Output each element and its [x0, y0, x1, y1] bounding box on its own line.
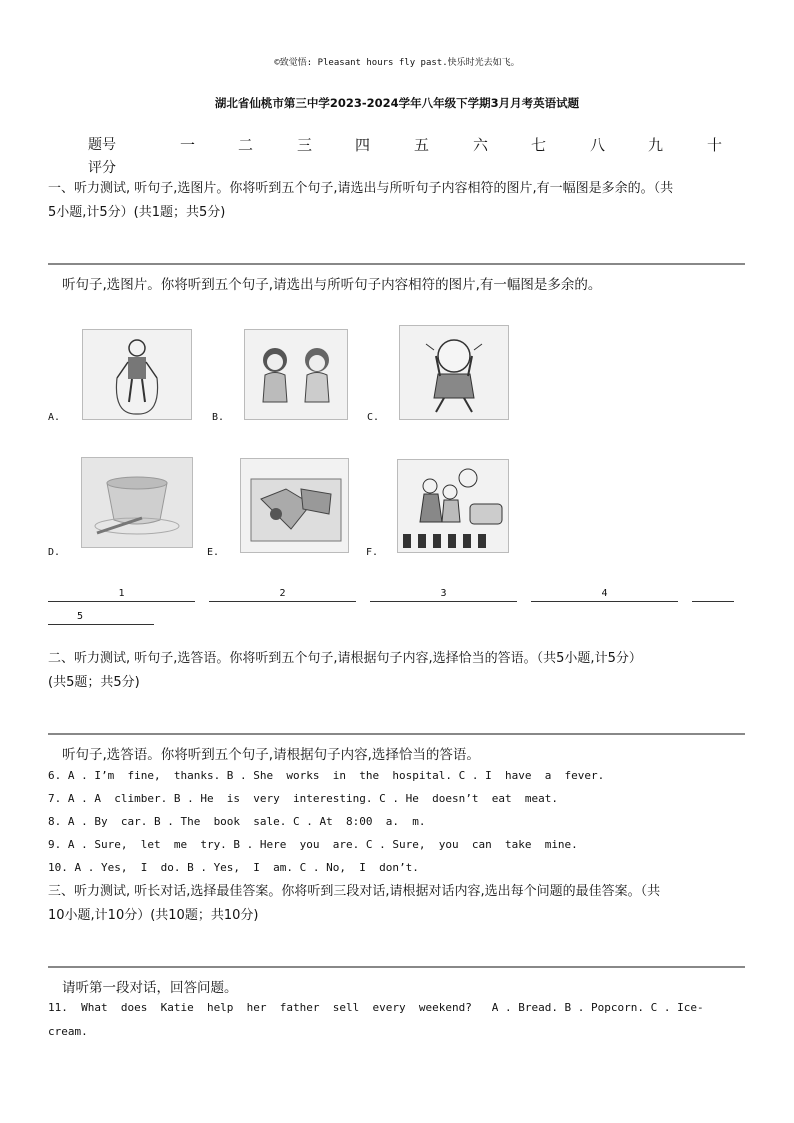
divider — [48, 263, 745, 265]
cup-of-tea-image — [81, 457, 193, 548]
section2-heading-line2: (共5题；共5分) — [48, 675, 140, 690]
question-8: 8. A . By car. B . The book sale. C . At 8:00 a. m. — [48, 815, 426, 828]
answer-blank-5-start[interactable] — [692, 601, 734, 602]
jump-rope-boy-image — [82, 329, 192, 420]
page-title: 湖北省仙桃市第三中学2023-2024学年八年级下学期3月月考英语试题 — [214, 96, 580, 110]
section3-heading-line2: 10小题,计10分）(共10题；共10分) — [48, 908, 259, 923]
question-9: 9. A . Sure, let me try. B . Here you are. C . Sure, you can take mine. — [48, 838, 578, 851]
score-col-10: 十 — [707, 136, 723, 154]
answer-number-4: 4 — [601, 588, 608, 599]
two-girls-talking-image — [244, 329, 348, 420]
section1-heading-line1: 一、听力测试, 听句子,选图片。你将听到五个句子,请选出与所听句子内容相符的图片,有一幅图是多余的。（共 — [48, 181, 674, 196]
section3-heading-line1: 三、听力测试, 听长对话,选择最佳答案。你将听到三段对话,请根据对话内容,选出每个问题的最佳答案。（共 — [48, 884, 661, 899]
question-10: 10. A . Yes, I do. B . Yes, I am. C . No, I don’t. — [48, 861, 419, 874]
section3-instruction: 请听第一段对话，回答问题。 — [62, 980, 238, 996]
picture-letter-e: E. — [207, 547, 220, 558]
score-row-label: 题号 — [88, 137, 116, 153]
answer-blank-1[interactable] — [48, 601, 195, 602]
score-col-6: 六 — [473, 136, 489, 154]
question-11: 11. What does Katie help her father sell every weekend? A . Bread. B . Popcorn. C . Ice- — [48, 1001, 704, 1014]
section2-heading-line1: 二、听力测试, 听句子,选答语。你将听到五个句子,请根据句子内容,选择恰当的答语。（共5小题,计5分） — [48, 651, 642, 666]
answer-blank-5[interactable] — [48, 624, 154, 625]
man-headache-image — [399, 325, 509, 420]
divider — [48, 966, 745, 968]
picture-letter-f: F. — [366, 547, 379, 558]
answer-blank-4[interactable] — [531, 601, 678, 602]
section1-heading — [48, 177, 748, 225]
section1-heading-line2: 5小题,计5分）(共1题；共5分) — [48, 205, 226, 220]
score-col-9: 九 — [648, 136, 664, 154]
helping-old-man-cross-image — [397, 459, 509, 553]
answer-number-3: 3 — [440, 588, 447, 599]
picture-letter-d: D. — [48, 547, 61, 558]
score-col-4: 四 — [355, 136, 371, 154]
score-label: 评分 — [88, 160, 116, 176]
score-col-1: 一 — [180, 136, 196, 154]
section3-heading — [48, 880, 748, 928]
answer-blank-2[interactable] — [209, 601, 356, 602]
question-7: 7. A . A climber. B . He is very interesting. C . He doesn’t eat meat. — [48, 792, 558, 805]
score-col-2: 二 — [238, 136, 254, 154]
question-11-cont: cream. — [48, 1025, 88, 1038]
section2-heading — [48, 647, 748, 695]
score-col-8: 八 — [590, 136, 606, 154]
picture-letter-b: B. — [212, 412, 225, 423]
answer-number-1: 1 — [118, 588, 125, 599]
question-6: 6. A . I’m fine, thanks. B . She works in the hospital. C . I have a fever. — [48, 769, 605, 782]
divider — [48, 733, 745, 735]
answer-blank-3[interactable] — [370, 601, 517, 602]
score-col-7: 七 — [531, 136, 547, 154]
score-col-5: 五 — [414, 136, 430, 154]
section1-instruction: 听句子,选图片。你将听到五个句子,请选出与所听句子内容相符的图片,有一幅图是多余的。 — [62, 277, 602, 293]
car-accident-image — [240, 458, 349, 553]
section2-instruction: 听句子,选答语。你将听到五个句子,请根据句子内容,选择恰当的答语。 — [62, 747, 480, 763]
picture-letter-c: C. — [367, 412, 380, 423]
picture-letter-a: A. — [48, 412, 61, 423]
header-note: ©致觉悟: Pleasant hours fly past.快乐时光去如飞。 — [274, 58, 520, 68]
answer-number-5: 5 — [76, 611, 84, 622]
answer-number-2: 2 — [279, 588, 286, 599]
score-col-3: 三 — [297, 136, 313, 154]
